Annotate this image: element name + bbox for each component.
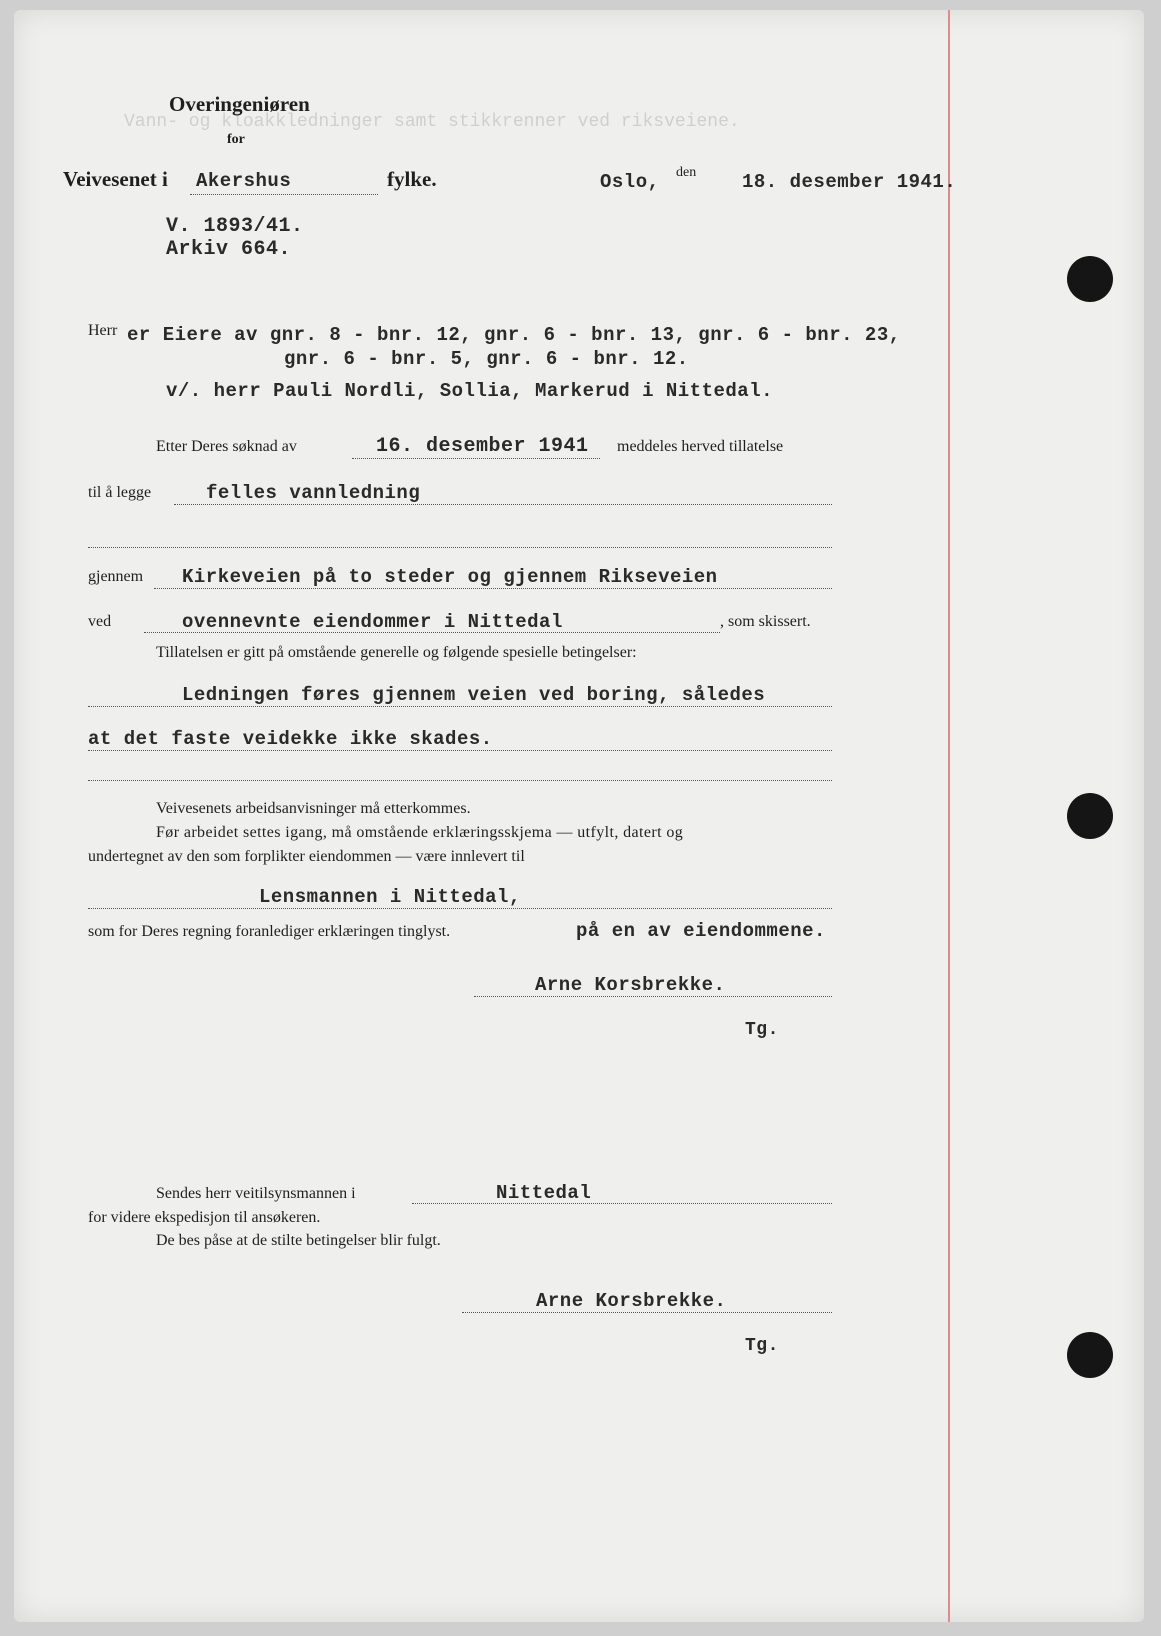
bleed-through-heading: Vann- og kloakkledninger samt stikkrenner ved riksveiene. [124,112,740,132]
forwarding-place: Nittedal [496,1182,592,1204]
declaration-text-1: Før arbeidet settes igang, må omstående erklæringsskjema — utfylt, datert og [156,824,684,841]
county-dotted-line [190,194,378,195]
county-name: Akershus [196,170,292,192]
office-title: Overingeniøren [169,92,310,116]
document-page [14,10,1144,1622]
signature-2-line [462,1312,832,1313]
den-word: den [676,165,697,180]
til-a-legge-value: felles vannledning [206,482,421,504]
til-a-legge-line-2 [88,547,832,548]
application-date: 16. desember 1941 [376,435,589,458]
application-intro: Etter Deres søknad av [156,438,297,455]
signature-2-tg: Tg. [745,1336,779,1356]
forwarding-line [412,1203,832,1204]
work-instructions-text: Veivesenets arbeidsanvisninger må etterkommes. [156,800,471,817]
gjennem-line [154,588,832,589]
ved-value: ovennevnte eiendommer i Nittedal [182,611,563,633]
for-word: for [227,132,245,147]
archive-number: Arkiv 664. [166,238,292,261]
forwarding-line-2: for videre ekspedisjon til ansøkeren. [88,1209,321,1226]
veivesenet-label: Veivesenet i [63,167,168,191]
fylke-word: fylke. [387,167,437,191]
condition-line-2: at det faste veidekke ikke skades. [88,728,493,750]
herr-word: Herr [88,322,118,339]
ved-line [144,632,720,633]
punch-hole-middle [1067,793,1113,839]
red-margin-line [948,10,950,1622]
tinglyst-addition: på en av eiendommene. [576,920,826,942]
ved-label: ved [88,613,112,630]
signature-1-line [474,996,832,997]
forwarding-line-3: De bes påse at de stilte betingelser blir fulgt. [156,1232,441,1249]
place-name: Oslo, [600,171,660,193]
signature-1-tg: Tg. [745,1020,779,1040]
condition-dotted-line-3 [88,780,832,781]
punch-hole-bottom [1067,1332,1113,1378]
som-skissert: , som skissert. [720,613,811,630]
gjennem-label: gjennem [88,568,144,585]
lensmann-line [88,908,832,909]
signature-2-name: Arne Korsbrekke. [536,1290,727,1312]
conditions-intro: Tillatelsen er gitt på omstående generelle og følgende spesielle betingelser: [156,644,637,661]
reference-number: V. 1893/41. [166,215,304,238]
application-outro: meddeles herved tillatelse [617,438,784,455]
punch-hole-top [1067,256,1113,302]
gjennem-value: Kirkeveien på to steder og gjennem Rikseveien [182,566,718,588]
tinglyst-text: som for Deres regning foranlediger erklæringen tinglyst. [88,923,451,940]
condition-dotted-line-2 [88,750,832,751]
condition-dotted-line-1 [88,706,832,707]
declaration-text-2: undertegnet av den som forplikter eiendommen — være innlevert til [88,848,525,865]
application-date-line [352,458,600,459]
addressee-line-2: gnr. 6 - bnr. 5, gnr. 6 - bnr. 12. [284,348,689,370]
forwarding-intro: Sendes herr veitilsynsmannen i [156,1185,356,1202]
signature-1-name: Arne Korsbrekke. [535,974,726,996]
til-a-legge-line-1 [174,504,832,505]
addressee-line-1: er Eiere av gnr. 8 - bnr. 12, gnr. 6 - bnr. 13, gnr. 6 - bnr. 23, [127,324,901,346]
condition-line-1: Ledningen føres gjennem veien ved boring, således [182,684,766,706]
addressee-line-3: v/. herr Pauli Nordli, Sollia, Markerud i Nittedal. [166,380,773,402]
lensmann-value: Lensmannen i Nittedal, [259,886,521,908]
letter-date: 18. desember 1941. [742,171,957,193]
til-a-legge-label: til å legge [88,484,152,501]
